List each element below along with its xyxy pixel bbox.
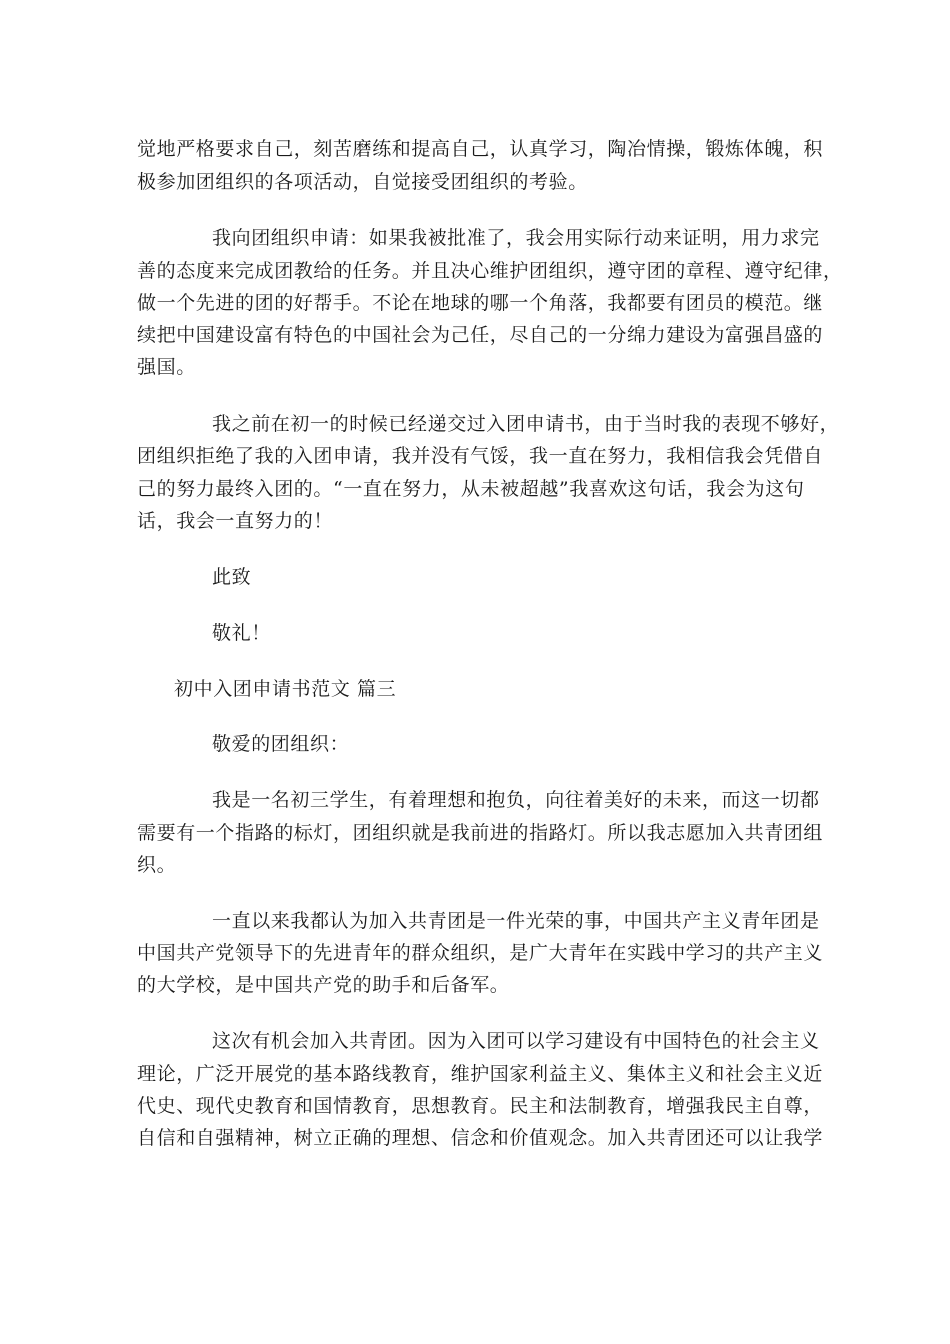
- closing-line: 敬礼！: [212, 622, 271, 644]
- text-line: 织。: [137, 854, 177, 876]
- text-line: 强国。: [137, 356, 196, 378]
- text-line: 一直以来我都认为加入共青团是一件光荣的事，中国共产主义青年团是: [212, 910, 820, 932]
- text-line: 这次有机会加入共青团。因为入团可以学习建设有中国特色的社会主义: [212, 1030, 820, 1052]
- text-line: 善的态度来完成团教给的任务。并且决心维护团组织，遵守团的章程、遵守纪律，: [137, 260, 843, 282]
- text-line: 需要有一个指路的标灯，团组织就是我前进的指路灯。所以我志愿加入共青团组: [137, 822, 824, 844]
- text-line: 觉地严格要求自己，刻苦磨练和提高自己，认真学习，陶冶情操，锻炼体魄，积: [137, 138, 824, 160]
- text-line: 极参加团组织的各项活动，自觉接受团组织的考验。: [137, 171, 588, 193]
- text-line: 中国共产党领导下的先进青年的群众组织，是广大青年在实践中学习的共产主义: [137, 942, 824, 964]
- text-line: 的大学校，是中国共产党的助手和后备军。: [137, 974, 510, 996]
- text-line: 我之前在初一的时候已经递交过入团申请书，由于当时我的表现不够好，: [212, 413, 840, 435]
- text-line: 己的努力最终入团的。“一直在努力，从未被超越”我喜欢这句话，我会为这句: [137, 478, 805, 500]
- text-line: 代史、现代史教育和国情教育，思想教育。民主和法制教育，增强我民主自尊，: [137, 1095, 824, 1117]
- section-heading: 初中入团申请书范文 篇三: [174, 678, 397, 700]
- text-line: 团组织拒绝了我的入团申请，我并没有气馁，我一直在努力，我相信我会凭借自: [137, 445, 824, 467]
- text-line: 我是一名初三学生，有着理想和抱负，向往着美好的未来，而这一切都: [212, 789, 820, 811]
- text-line: 自信和自强精神，树立正确的理想、信念和价值观念。加入共青团还可以让我学: [137, 1127, 824, 1149]
- text-line: 我向团组织申请：如果我被批准了，我会用实际行动来证明，用力求完: [212, 227, 820, 249]
- text-line: 话，我会一直努力的！: [137, 510, 334, 532]
- salutation: 敬爱的团组织：: [212, 733, 350, 755]
- closing-line: 此致: [212, 566, 252, 588]
- text-line: 理论，广泛开展党的基本路线教育，维护国家利益主义、集体主义和社会主义近: [137, 1063, 824, 1085]
- text-line: 做一个先进的团的好帮手。不论在地球的哪一个角落，我都要有团员的模范。继: [137, 292, 824, 314]
- text-line: 续把中国建设富有特色的中国社会为己任，尽自己的一分绵力建设为富强昌盛的: [137, 324, 824, 346]
